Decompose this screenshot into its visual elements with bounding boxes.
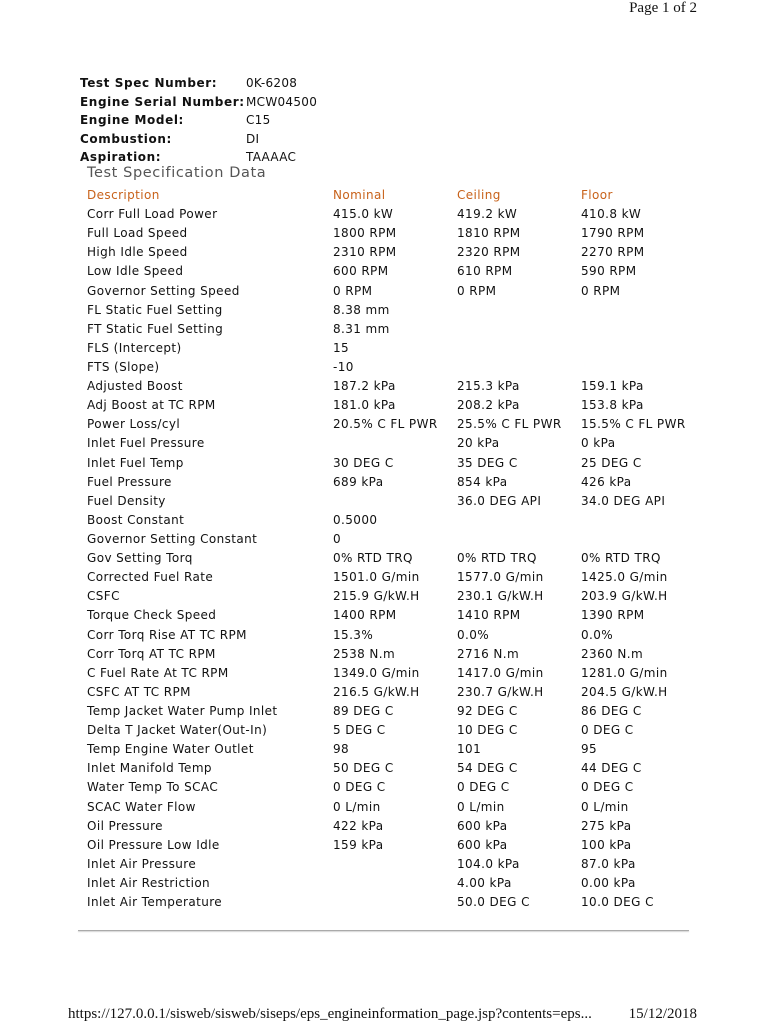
cell-floor: 0 DEG C [581,723,634,738]
table-row [87,454,691,473]
table-row [87,778,691,797]
cell-floor: 153.8 kPa [581,398,644,413]
cell-floor: 2270 RPM [581,245,645,260]
cell-ceiling: 208.2 kPa [457,398,520,413]
cell-ceiling: 215.3 kPa [457,379,520,394]
cell-ceiling: 50.0 DEG C [457,895,530,910]
cell-nominal: 20.5% C FL PWR [333,417,438,432]
cell-description: Torque Check Speed [87,608,217,623]
table-row [87,759,691,778]
cell-floor: 1790 RPM [581,226,645,241]
engine-info-row [80,111,317,130]
cell-ceiling: 1577.0 G/min [457,570,544,585]
cell-nominal: 98 [333,742,350,757]
table-row [87,702,691,721]
cell-description: Inlet Fuel Temp [87,455,184,470]
cell-ceiling: 104.0 kPa [457,856,520,871]
cell-ceiling: 92 DEG C [457,703,518,718]
spec-table [87,186,691,912]
table-row [87,587,691,606]
cell-nominal: 0 RPM [333,283,373,298]
cell-description: Low Idle Speed [87,264,184,279]
table-row [87,511,691,530]
cell-floor: 34.0 DEG API [581,493,666,508]
cell-nominal: 0% RTD TRQ [333,551,413,566]
cell-floor: 1390 RPM [581,608,645,623]
cell-ceiling: 230.7 G/kW.H [457,684,544,699]
engine-info-value: C15 [246,113,271,127]
footer-date: 15/12/2018 [628,1006,697,1022]
cell-floor: 2360 N.m [581,646,644,661]
engine-info-value: MCW04500 [246,94,318,109]
table-row [87,530,691,549]
engine-info-row [80,130,317,149]
engine-info-label: Test Spec Number: [80,76,218,90]
cell-description: FLS (Intercept) [87,340,182,355]
cell-nominal: 1800 RPM [333,226,397,241]
cell-description: Water Temp To SCAC [87,780,219,795]
cell-nominal: 689 kPa [333,474,384,489]
cell-nominal: 1349.0 G/min [333,665,420,680]
cell-nominal: 1501.0 G/min [333,570,420,585]
cell-floor: 0 kPa [581,436,616,451]
cell-floor: 95 [581,742,598,757]
cell-description: CSFC AT TC RPM [87,684,191,699]
cell-nominal: 0.5000 [333,512,378,527]
cell-nominal: 415.0 kW [333,207,394,222]
cell-ceiling: 419.2 kW [457,207,518,222]
cell-nominal: 159 kPa [333,837,384,852]
cell-nominal: 0 [333,531,342,546]
cell-description: Inlet Fuel Pressure [87,436,205,451]
table-row [87,549,691,568]
table-row [87,798,691,817]
cell-ceiling: 230.1 G/kW.H [457,589,544,604]
table-row [87,492,691,511]
engine-info-row [80,74,317,93]
cell-ceiling: 0 DEG C [457,780,510,795]
cell-floor: 426 kPa [581,474,632,489]
cell-ceiling: 610 RPM [457,264,513,279]
table-row [87,301,691,320]
cell-floor: 15.5% C FL PWR [581,417,686,432]
cell-ceiling: 25.5% C FL PWR [457,417,562,432]
cell-floor: 1281.0 G/min [581,665,668,680]
table-row [87,320,691,339]
table-row [87,568,691,587]
cell-description: Adjusted Boost [87,379,183,394]
table-row [87,740,691,759]
cell-description: Full Load Speed [87,226,188,241]
cell-floor: 0% RTD TRQ [581,551,661,566]
cell-description: Oil Pressure [87,818,163,833]
table-row [87,874,691,893]
cell-ceiling: 600 kPa [457,818,508,833]
table-row [87,224,691,243]
table-row [87,721,691,740]
cell-ceiling: 1810 RPM [457,226,521,241]
cell-nominal: 216.5 G/kW.H [333,684,420,699]
table-row [87,817,691,836]
cell-floor: 87.0 kPa [581,856,636,871]
cell-ceiling: 2716 N.m [457,646,520,661]
engine-info-value: TAAAAC [246,150,297,164]
table-row [87,205,691,224]
cell-floor: 590 RPM [581,264,637,279]
cell-floor: 10.0 DEG C [581,895,654,910]
cell-floor: 203.9 G/kW.H [581,589,668,604]
cell-description: Governor Setting Speed [87,283,240,298]
cell-description: Delta T Jacket Water(Out-In) [87,723,268,738]
table-row [87,606,691,625]
cell-floor: 410.8 kW [581,207,642,222]
table-row [87,282,691,301]
cell-floor: 25 DEG C [581,455,642,470]
cell-nominal: 15.3% [333,627,374,642]
cell-description: Inlet Manifold Temp [87,761,212,776]
table-row [87,626,691,645]
cell-nominal: 50 DEG C [333,761,394,776]
cell-floor: 44 DEG C [581,761,642,776]
cell-description: Fuel Density [87,493,166,508]
cell-description: FT Static Fuel Setting [87,321,224,336]
cell-description: Governor Setting Constant [87,531,258,546]
table-row [87,358,691,377]
cell-description: FTS (Slope) [87,359,160,374]
table-row [87,339,691,358]
cell-nominal: 1400 RPM [333,608,397,623]
table-row [87,262,691,281]
cell-floor: 0 RPM [581,283,621,298]
cell-nominal: 8.38 mm [333,302,390,317]
cell-description: Corrected Fuel Rate [87,570,214,585]
engine-info [80,74,317,167]
cell-ceiling: 4.00 kPa [457,875,512,890]
table-row [87,683,691,702]
column-header-floor: Floor [581,188,613,202]
table-row [87,473,691,492]
section-title: Test Specification Data [87,165,267,181]
cell-floor: 0.00 kPa [581,875,636,890]
engine-info-row [80,148,317,167]
cell-nominal: 181.0 kPa [333,398,396,413]
cell-floor: 275 kPa [581,818,632,833]
column-header-description: Description [87,188,160,202]
cell-description: Inlet Air Restriction [87,875,211,890]
cell-floor: 0 DEG C [581,780,634,795]
cell-ceiling: 0.0% [457,627,490,642]
cell-description: CSFC [87,589,120,604]
cell-ceiling: 54 DEG C [457,761,518,776]
cell-nominal: 5 DEG C [333,723,386,738]
cell-description: Corr Torq AT TC RPM [87,646,216,661]
cell-ceiling: 0% RTD TRQ [457,551,537,566]
cell-ceiling: 1417.0 G/min [457,665,544,680]
cell-nominal: 600 RPM [333,264,389,279]
cell-ceiling: 2320 RPM [457,245,521,260]
cell-description: Oil Pressure Low Idle [87,837,220,852]
cell-floor: 86 DEG C [581,703,642,718]
table-row [87,243,691,262]
cell-floor: 159.1 kPa [581,379,644,394]
cell-nominal: 187.2 kPa [333,379,396,394]
cell-nominal: 8.31 mm [333,321,390,336]
cell-description: SCAC Water Flow [87,799,196,814]
cell-ceiling: 20 kPa [457,436,500,451]
cell-floor: 204.5 G/kW.H [581,684,668,699]
column-header-nominal: Nominal [333,188,386,202]
engine-info-value: DI [246,131,260,146]
cell-description: Fuel Pressure [87,474,172,489]
cell-ceiling: 854 kPa [457,474,508,489]
table-row [87,645,691,664]
cell-description: FL Static Fuel Setting [87,302,223,317]
engine-info-row [80,93,317,112]
engine-info-label: Engine Serial Number: [80,94,245,109]
cell-description: Power Loss/cyl [87,417,181,432]
table-row [87,415,691,434]
cell-nominal: -10 [333,359,354,374]
cell-nominal: 422 kPa [333,818,384,833]
page-number: Page 1 of 2 [629,0,697,16]
cell-nominal: 0 L/min [333,799,381,814]
table-row [87,396,691,415]
cell-ceiling: 36.0 DEG API [457,493,542,508]
cell-description: Adj Boost at TC RPM [87,398,216,413]
cell-description: Temp Jacket Water Pump Inlet [87,703,278,718]
cell-ceiling: 600 kPa [457,837,508,852]
cell-nominal: 0 DEG C [333,780,386,795]
engine-info-value: 0K-6208 [246,76,298,90]
table-row [87,893,691,912]
table-row [87,434,691,453]
cell-ceiling: 35 DEG C [457,455,518,470]
cell-nominal: 15 [333,340,350,355]
cell-description: Inlet Air Temperature [87,895,223,910]
cell-description: Boost Constant [87,512,185,527]
cell-nominal: 2310 RPM [333,245,397,260]
cell-ceiling: 10 DEG C [457,723,518,738]
cell-floor: 0 L/min [581,799,629,814]
engine-info-label: Engine Model: [80,113,184,127]
cell-nominal: 30 DEG C [333,455,394,470]
table-header-row [87,186,691,205]
footer-url: https://127.0.0.1/sisweb/sisweb/siseps/eps_engineinformation_page.jsp?contents=eps... [68,1006,592,1022]
column-header-ceiling: Ceiling [457,188,501,202]
cell-nominal: 2538 N.m [333,646,396,661]
cell-description: Gov Setting Torq [87,551,193,566]
cell-description: Temp Engine Water Outlet [87,742,254,757]
table-row [87,377,691,396]
cell-floor: 100 kPa [581,837,632,852]
engine-info-label: Aspiration: [80,150,162,164]
table-body [87,205,691,912]
cell-floor: 0.0% [581,627,614,642]
cell-ceiling: 1410 RPM [457,608,521,623]
cell-description: C Fuel Rate At TC RPM [87,665,229,680]
cell-ceiling: 101 [457,742,482,757]
table-row [87,855,691,874]
cell-ceiling: 0 RPM [457,283,497,298]
table-row [87,664,691,683]
table-row [87,836,691,855]
cell-nominal: 215.9 G/kW.H [333,589,420,604]
cell-ceiling: 0 L/min [457,799,505,814]
cell-description: High Idle Speed [87,245,188,260]
engine-info-label: Combustion: [80,131,172,146]
cell-floor: 1425.0 G/min [581,570,668,585]
cell-description: Corr Torq Rise AT TC RPM [87,627,247,642]
cell-nominal: 89 DEG C [333,703,394,718]
divider [78,930,689,931]
cell-description: Corr Full Load Power [87,207,218,222]
cell-description: Inlet Air Pressure [87,856,197,871]
